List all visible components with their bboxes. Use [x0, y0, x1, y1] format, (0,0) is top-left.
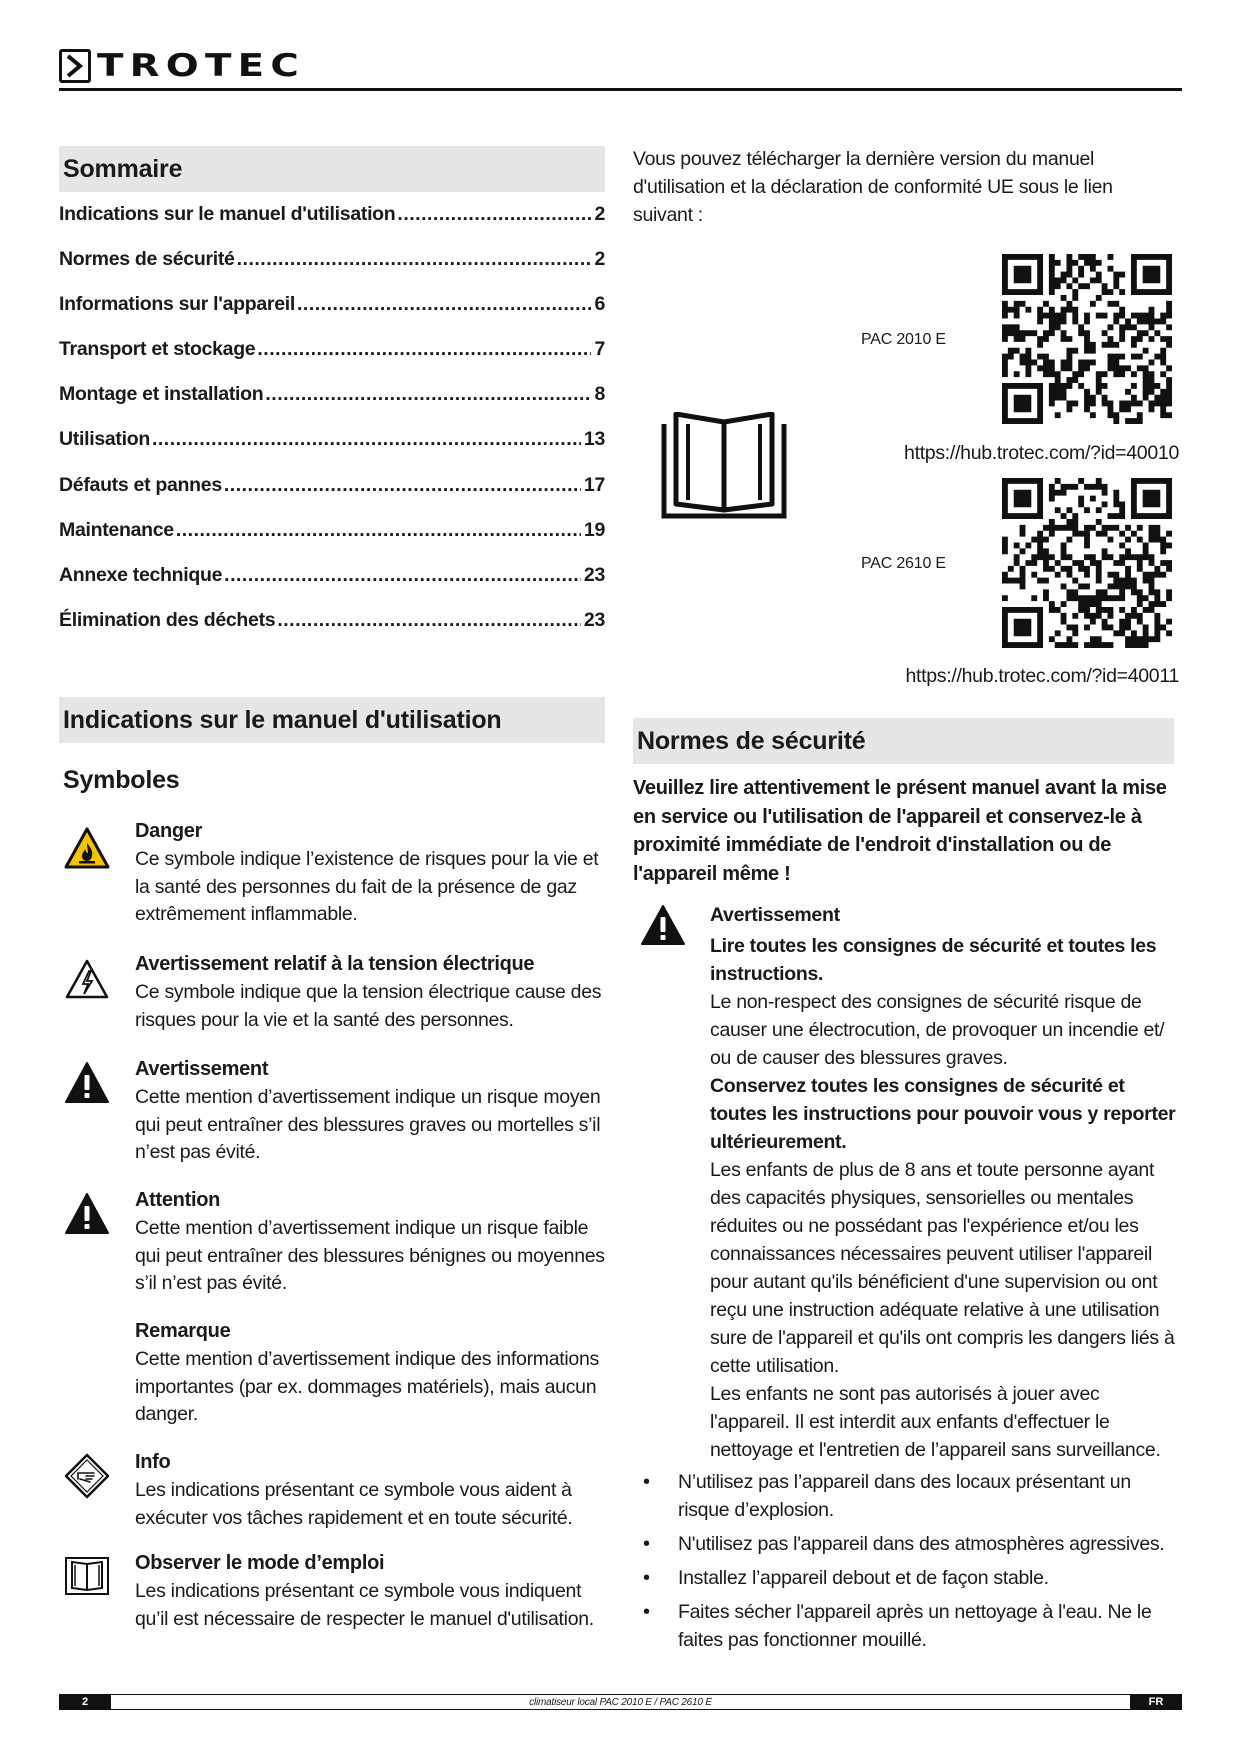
- toc-item-page: 6: [594, 293, 605, 316]
- warning-text: Les enfants de plus de 8 ans et toute personne ayant des capacités physiques, sensorielles ou mentales réduites ou ne possédant pas l'expérience et/ou les connaissances nécessaires peuvent utiliser l'appareil pour autant qu'ils bénéficient d'une supervision ou ont reçu une instruction adéquate relative à une utilisation sure de l'appareil et qu'ils ont compris les dangers liés à cette utilisation.: [710, 1159, 1175, 1377]
- footer-title: climatiseur local PAC 2010 E / PAC 2610 E: [529, 1696, 712, 1708]
- warning-text: Les enfants ne sont pas autorisés à jouer avec l'appareil. Il est interdit aux enfants d'effectuer le nettoyage et l'entretien de l’appareil sans surveillance.: [710, 1383, 1161, 1461]
- toc-leader: [265, 383, 591, 406]
- table-of-contents: [59, 203, 605, 654]
- caution-icon: [64, 1191, 110, 1237]
- toc-item-page: 23: [583, 608, 605, 631]
- list-item: • N’utilisez pas l’appareil dans des locaux présentant un risque d’explosion.: [633, 1468, 1181, 1524]
- toc-item[interactable]: [59, 293, 605, 338]
- symbol-text: Ce symbole indique que la tension électrique cause des risques pour la vie et la santé des personnes.: [135, 981, 602, 1031]
- safety-bullet-list: [633, 1468, 1181, 1660]
- symbol-title: Danger: [135, 820, 203, 842]
- electric-warning-icon: [64, 957, 110, 1003]
- qr-code[interactable]: [1002, 478, 1172, 648]
- symbol-text: Les indications présentant ce symbole vous indiquent qu’il est nécessaire de respecter le manuel d'utilisation.: [135, 1580, 594, 1630]
- toc-item[interactable]: [59, 383, 605, 428]
- symbol-title: Avertissement relatif à la tension électrique: [135, 953, 535, 975]
- page-footer: [59, 1694, 1182, 1710]
- toc-item[interactable]: [59, 609, 605, 654]
- toc-item[interactable]: [59, 248, 605, 293]
- toc-item-label: Maintenance: [59, 518, 174, 541]
- warning-bold-text: Lire toutes les consignes de sécurité et toutes les instructions.: [710, 935, 1157, 985]
- toc-item[interactable]: [59, 428, 605, 473]
- qr-model-label: PAC 2010 E: [861, 331, 946, 348]
- toc-leader: [237, 248, 592, 271]
- header-divider: [59, 88, 1182, 91]
- symbol-text: Les indications présentant ce symbole vous aident à exécuter vos tâches rapidement et en toute sécurité.: [135, 1479, 573, 1529]
- symbol-text: Ce symbole indique l’existence de risques pour la vie et la santé des personnes du fait de la présence de gaz extrêmement inflammable.: [135, 848, 599, 925]
- toc-leader: [152, 428, 581, 451]
- toc-item-page: 2: [594, 248, 605, 271]
- toc-item-label: Indications sur le manuel d'utilisation: [59, 203, 396, 225]
- toc-item-label: Défauts et pannes: [59, 473, 222, 496]
- manual-book-icon: [64, 1554, 110, 1600]
- download-link[interactable]: https://hub.trotec.com/?id=40011: [905, 665, 1179, 687]
- symbol-text: Cette mention d’avertissement indique des informations importantes (par ex. dommages matériels), mais aucun danger.: [135, 1348, 599, 1425]
- footer-page-number: 2: [59, 1695, 111, 1709]
- toc-item[interactable]: [59, 564, 605, 609]
- list-item: • N'utilisez pas l'appareil dans des atmosphères agressives.: [633, 1530, 1181, 1558]
- warning-title: Avertissement: [710, 904, 840, 926]
- symbol-text: Cette mention d’avertissement indique un risque faible qui peut entraîner des blessures bénignes ou moyennes s’il n’est pas évité.: [135, 1217, 605, 1294]
- toc-item-page: 7: [594, 338, 605, 361]
- warning-icon: [640, 904, 686, 946]
- brand-logo: [59, 48, 306, 84]
- toc-heading: Sommaire: [59, 146, 605, 192]
- toc-item[interactable]: [59, 203, 605, 248]
- toc-item-label: Élimination des déchets: [59, 608, 276, 631]
- toc-item-page: 23: [583, 563, 605, 586]
- flammable-warning-icon: [64, 826, 110, 872]
- toc-item[interactable]: [59, 338, 605, 383]
- toc-item[interactable]: [59, 519, 605, 564]
- toc-item-page: 17: [583, 473, 605, 496]
- toc-leader: [176, 519, 581, 542]
- footer-language: FR: [1130, 1695, 1182, 1709]
- toc-item-label: Utilisation: [59, 428, 150, 451]
- list-item: • Installez l’appareil debout et de façon stable.: [633, 1564, 1181, 1592]
- toc-item-label: Montage et installation: [59, 383, 264, 406]
- download-link[interactable]: https://hub.trotec.com/?id=40010: [904, 442, 1179, 464]
- toc-leader: [224, 564, 581, 587]
- toc-item-page: 2: [594, 203, 605, 225]
- symbol-title: Avertissement: [135, 1058, 269, 1080]
- manual-section-heading: Indications sur le manuel d'utilisation: [59, 697, 605, 743]
- safety-warning-block: [710, 901, 1180, 1464]
- safety-lead: Veuillez lire attentivement le présent manuel avant la mise en service ou l'utilisation de l'appareil et conservez-le à proximité immédiate de l'endroit d'installation ou de l'appareil même !: [633, 777, 1167, 885]
- toc-item-label: Annexe technique: [59, 563, 223, 586]
- symbol-title: Info: [135, 1451, 171, 1473]
- symbol-title: Attention: [135, 1189, 221, 1211]
- toc-item-label: Normes de sécurité: [59, 248, 235, 271]
- toc-leader: [397, 203, 591, 226]
- toc-leader: [257, 338, 591, 361]
- toc-leader: [277, 609, 581, 632]
- toc-item-page: 19: [583, 518, 605, 541]
- toc-item-page: 8: [594, 383, 605, 406]
- symbols-heading: Symboles: [63, 766, 180, 794]
- brand-name: TROTEC: [97, 48, 306, 84]
- warning-text: Le non-respect des consignes de sécurité risque de causer une électrocution, de provoquer un incendie et/ ou de causer des blessures graves.: [710, 991, 1165, 1069]
- warning-bold-text: Conservez toutes les consignes de sécurité et toutes les instructions pour pouvoir vous y reporter ultérieurement.: [710, 1075, 1176, 1153]
- qr-model-label: PAC 2610 E: [861, 555, 946, 572]
- toc-item-label: Transport et stockage: [59, 338, 256, 361]
- toc-leader: [297, 293, 591, 316]
- toc-leader: [224, 474, 581, 497]
- chevron-right-icon: [59, 49, 91, 83]
- symbol-text: Cette mention d’avertissement indique un risque moyen qui peut entraîner des blessures graves ou mortelles s’il n’est pas évité.: [135, 1086, 601, 1163]
- qr-code[interactable]: [1002, 254, 1172, 424]
- safety-heading: Normes de sécurité: [633, 718, 1174, 764]
- download-intro: Vous pouvez télécharger la dernière version du manuel d'utilisation et la déclaration de conformité UE sous le lien suivant :: [633, 148, 1113, 226]
- manual-book-icon: [660, 412, 788, 522]
- info-hand-icon: [64, 1453, 110, 1499]
- symbol-title: Observer le mode d’emploi: [135, 1552, 385, 1574]
- symbol-title: Remarque: [135, 1320, 231, 1342]
- list-item: • Faites sécher l'appareil après un nettoyage à l'eau. Ne le faites pas fonctionner mouillé.: [633, 1598, 1181, 1654]
- warning-icon: [64, 1060, 110, 1106]
- toc-item-label: Informations sur l'appareil: [59, 293, 296, 316]
- toc-item-page: 13: [583, 428, 605, 451]
- toc-item[interactable]: [59, 474, 605, 519]
